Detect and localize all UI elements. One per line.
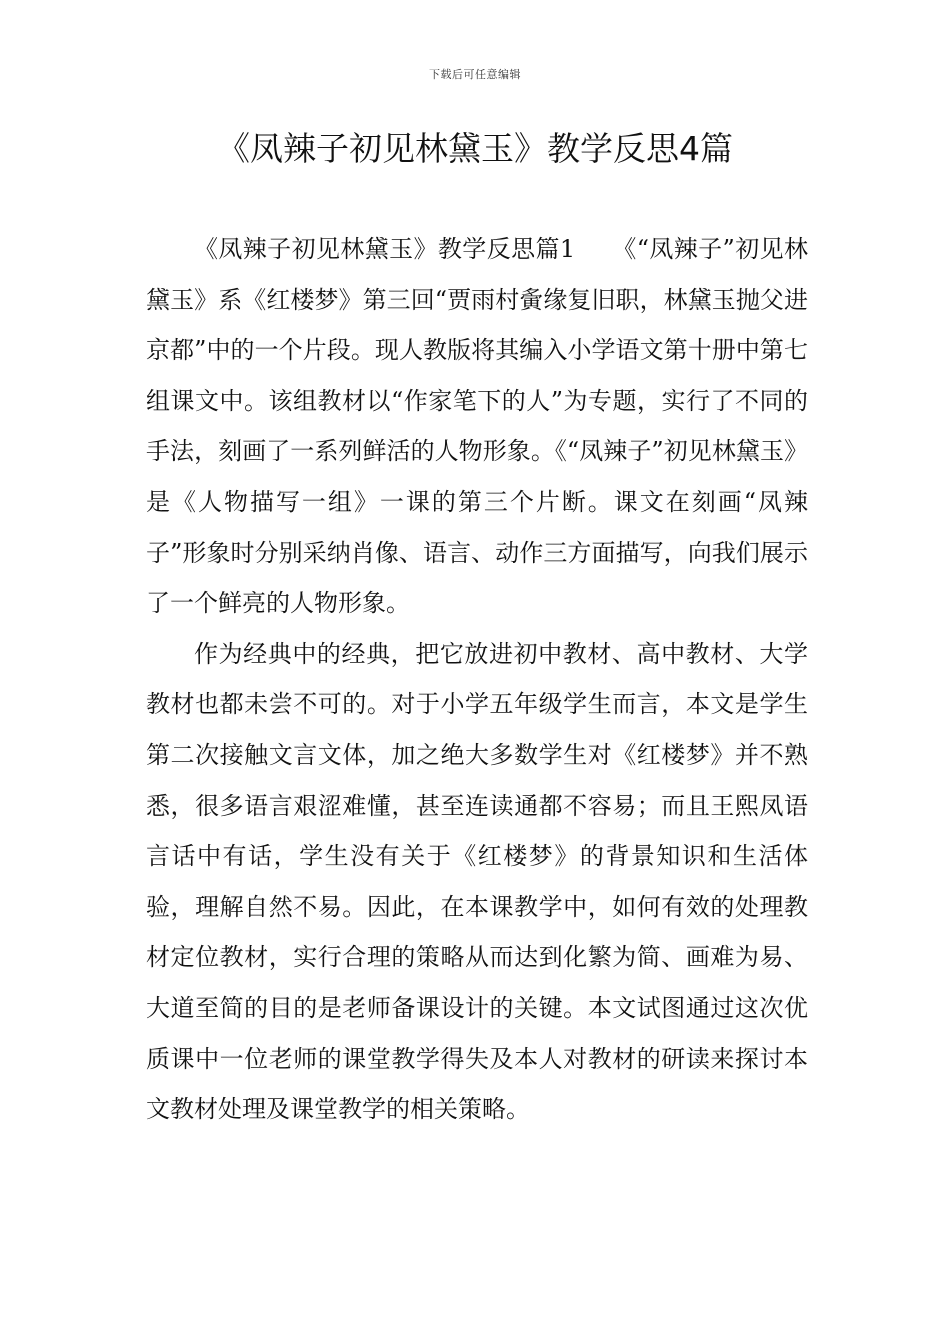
paragraph-1: 《凤辣子初见林黛玉》教学反思篇1 《“凤辣子”初见林黛玉》系《红楼梦》第三回“贾雨村夤缘复旧职，林黛玉抛父进京都”中的一个片段。现人教版将其编入小学语文第十册中第七组课文中。该组教材以“作家笔下的人”为专题，实行了不同的手法，刻画了一系列鲜活的人物形象。《“凤辣子”初见林黛玉》是《人物描写一组》一课的第三个片断。课文在刻画“凤辣子”形象时分别采纳肖像、语言、动作三方面描写，向我们展示了一个鲜亮的人物形象。 — [146, 235, 808, 618]
header-note: 下载后可任意编辑 — [429, 68, 521, 81]
page-title: 《凤辣子初见林黛玉》教学反思4篇 — [217, 129, 733, 168]
document-body — [146, 224, 808, 1135]
paragraph-2: 作为经典中的经典，把它放进初中教材、高中教材、大学教材也都未尝不可的。对于小学五年级学生而言，本文是学生第二次接触文言文体，加之绝大多数学生对《红楼梦》并不熟悉，很多语言艰涩难懂，甚至连读通都不容易；而且王熙凤语言话中有话，学生没有关于《红楼梦》的背景知识和生活体验，理解自然不易。因此，在本课教学中，如何有效的处理教材定位教材，实行合理的策略从而达到化繁为简、画难为易、大道至简的目的是老师备课设计的关键。本文试图通过这次优质课中一位老师的课堂教学得失及本人对教材的研读来探讨本文教材处理及课堂教学的相关策略。 — [146, 639, 808, 1124]
